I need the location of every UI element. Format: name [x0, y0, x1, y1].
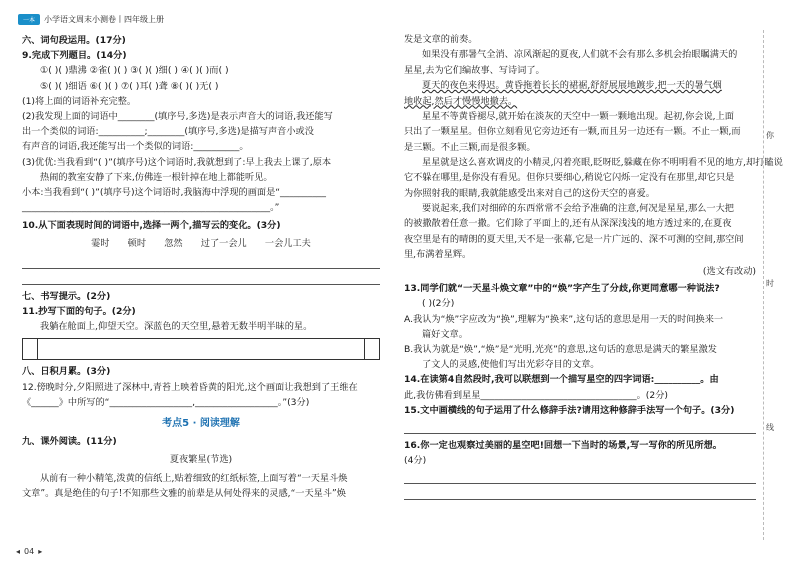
wavy-underlined-sentence-end: 地收起,然后才慢慢地撤去。	[404, 95, 518, 107]
section-9-title: 九、课外阅读。(11分)	[22, 436, 117, 448]
q10-word: 霎时	[91, 237, 110, 249]
article-para-4a: 星星不等黄昏褪尽,就开始在淡灰的天空中一颗一颗地出现。起初,你会说,上面	[422, 110, 734, 122]
left-column	[22, 32, 380, 501]
section-banner: 考点5 · 阅读理解	[162, 418, 240, 430]
q10-word: 顿时	[127, 237, 147, 249]
q9-sub-2c: 有声音的词语,我还能写出一个类似的词语:__________。	[22, 141, 249, 153]
right-column	[404, 32, 783, 502]
q9-row-2: ⑤( )( )细语 ⑥( )( ) ⑦( )耳( )聋 ⑧( )( )无( )	[40, 80, 219, 92]
q13-option-a-2: 篇好文章。	[422, 328, 468, 340]
section-6-title: 六、词句段运用。(17分)	[22, 35, 126, 46]
q9-sub-3c: 小本:当我看到“( )”(填序号)这个词语时,我脑海中浮现的画面是“__________	[22, 187, 326, 199]
article-para-5b: 它不躲在哪里,是你没有看见。但你只要细心,稍说它闪烁一定没有在那里,却它只是	[404, 172, 735, 184]
q9-sub-3d: ______________________________________________________。”	[22, 202, 280, 214]
q10-answer-line[interactable]	[22, 271, 380, 285]
q16-answer-line[interactable]	[404, 486, 756, 500]
prev-arrow-icon: ◂	[16, 547, 21, 556]
article-para-1c: 发是文章的前奏。	[404, 34, 478, 45]
page-header	[18, 12, 164, 26]
side-margin-char-mid: 时	[766, 279, 774, 288]
article-para-4c: 是三颗。不止三颗,而是很多颗。	[404, 141, 536, 153]
q9-sub-2b: 出一个类似的词语:__________;________(填序号,多选)是描写声音小或没	[22, 126, 314, 138]
q13-title: 13.同学们就“一天星斗焕文章”中的“焕”字产生了分歧,你更同意哪一种说法?	[404, 283, 720, 295]
q10-word: 一会儿工夫	[264, 237, 311, 249]
q11-title: 11.抄写下面的句子。(2分)	[22, 306, 136, 318]
header-title: 小学语文周末小测卷丨四年级上册	[44, 14, 164, 24]
article-para-2b: 星星,去为它们编故事、写诗词了。	[404, 64, 545, 76]
q10-word-bank	[22, 234, 380, 253]
article-title: 夏夜繁星(节选)	[169, 454, 233, 466]
publisher-logo: 一本	[18, 14, 40, 25]
article-para-6a: 要说起来,我们对细碎的东西常常不会给予准确的注意,何况是星星,那么一大把	[422, 202, 734, 214]
page-number: 04	[24, 547, 35, 556]
article-para-6d: 里,布满着星辉。	[404, 248, 472, 260]
q10-word: 过了一会儿	[200, 237, 247, 249]
article-para-6c: 夜空里是有的晴朗的夏天里,天不是一张幕,它是一片广远的、深不可测的空间,那空间	[404, 233, 744, 245]
article-para-1a: 从前有一种小精笔,泼黄的信纸上,贴着细致的红纸标签,上面写着“一天星斗焕	[40, 472, 348, 484]
article-para-5a: 星星就是这么喜欢调皮的小精灵,闪着亮眼,眨呀眨,躲藏在你不明明看不见的地方,却打瞌说	[422, 156, 783, 168]
q13-option-b-1: B.我认为就是“焕”,“焕”是“光明,光亮”的意思,这句话的意思是满天的繁星激发	[404, 344, 717, 356]
q9-sub-1: (1)将上面的词语补充完整。	[22, 95, 137, 107]
q11-copy-box[interactable]	[22, 338, 380, 360]
article-para-2a: 如果没有那暑气全消、凉风渐起的夏夜,人们就不会有那么多机会抬眼瞩满天的	[422, 49, 738, 61]
q16-title: 16.你一定也观察过美丽的星空吧!回想一下当时的场景,写一写你的所见所想。	[404, 440, 722, 452]
q10-title: 10.从下面表现时间的词语中,选择一两个,描写云的变化。(3分)	[22, 220, 281, 232]
q16-answer-line[interactable]	[404, 470, 756, 484]
section-7-title: 七、书写提示。(2分)	[22, 290, 111, 302]
q9-row-1: ①( )( )鼎沸 ②雀( )( ) ③( )( )细( ) ④( )( )而( )	[40, 65, 229, 77]
q11-sentence: 我躺在舱面上,仰望天空。深蓝色的天空里,悬着无数半明半昧的星。	[40, 321, 313, 333]
q9-sub-3a: (3)优优:当我看到“( )”(填序号)这个词语时,我就想到了:早上我去上课了,原本	[22, 156, 332, 168]
q9-sub-2a: (2)我发现上面的词语中________(填序号,多选)是表示声音大的词语,我还能写	[22, 111, 333, 123]
q13-answer-bracket: ( )(2分)	[422, 298, 455, 310]
q10-word: 忽然	[164, 237, 183, 249]
side-margin-char-bottom: 线	[766, 423, 774, 432]
q15-answer-line[interactable]	[404, 420, 756, 434]
next-arrow-icon: ▸	[38, 547, 43, 556]
q14-line-2: 此,我仿佛看到星星__________________________________。(2分)	[404, 389, 668, 401]
article-para-3b	[404, 94, 756, 109]
wavy-underlined-sentence: 夏天的夜色来得迟。黄昏拖着长长的裙裾,舒舒展展地踱步,把一天的暑气烟	[422, 80, 722, 91]
section-8-title: 八、日积月累。(3分)	[22, 366, 111, 378]
article-source-note: (选文有改动)	[702, 266, 756, 277]
q14-line-1: 14.在读第4自然段时,我可以联想到一个描写星空的四字词语:__________。由	[404, 374, 719, 386]
q10-answer-line[interactable]	[22, 255, 380, 269]
side-margin-char-top: 你	[766, 131, 774, 140]
q12-line-2: 《______》中所写的“__________________,__________________。”(3分)	[22, 396, 310, 408]
article-para-6b: 的被撒散着任意一撒。它们除了平面上的,还有从深深浅浅的地方透过来的,在夏夜	[404, 218, 732, 230]
q13-option-b-2: 了文人的灵感,使他们写出光彩夺目的文章。	[422, 359, 600, 371]
q12-line-1: 12.傍晚时分,夕阳照进了深林中,青苔上映着昏黄的阳光,这个画面让我想到了王维在	[22, 381, 358, 393]
q9-title: 9.完成下列题目。(14分)	[22, 50, 127, 62]
q13-option-a-1: A.我认为“焕”字应改为“换”,理解为“换来”,这句话的意思是用一天的时间换来一	[404, 313, 724, 325]
q15-title: 15.文中画横线的句子运用了什么修辞手法?请用这种修辞手法写一个句子。(3分)	[404, 404, 735, 416]
page-footer	[16, 547, 42, 556]
article-para-5c: 为你照射我的眼睛,我就能感受出来对自己的这份天空的喜爱。	[404, 187, 655, 199]
q9-sub-3b: 热闹的教室安静了下来,仿佛连一根针掉在地上都能听见。	[40, 171, 273, 183]
article-para-3a	[404, 78, 756, 94]
article-para-4b: 只出了一颗星星。但你立刻看见它旁边还有一颗,而且另一边还有一颗。不止一颗,而	[404, 126, 741, 138]
q16-points: (4分)	[404, 455, 427, 467]
binding-fold-line	[763, 30, 764, 540]
article-para-1b: 文章”。真是绝佳的句子!不知那些文雅的前辈是从何处得来的灵感,“一天星斗”焕	[22, 488, 346, 500]
